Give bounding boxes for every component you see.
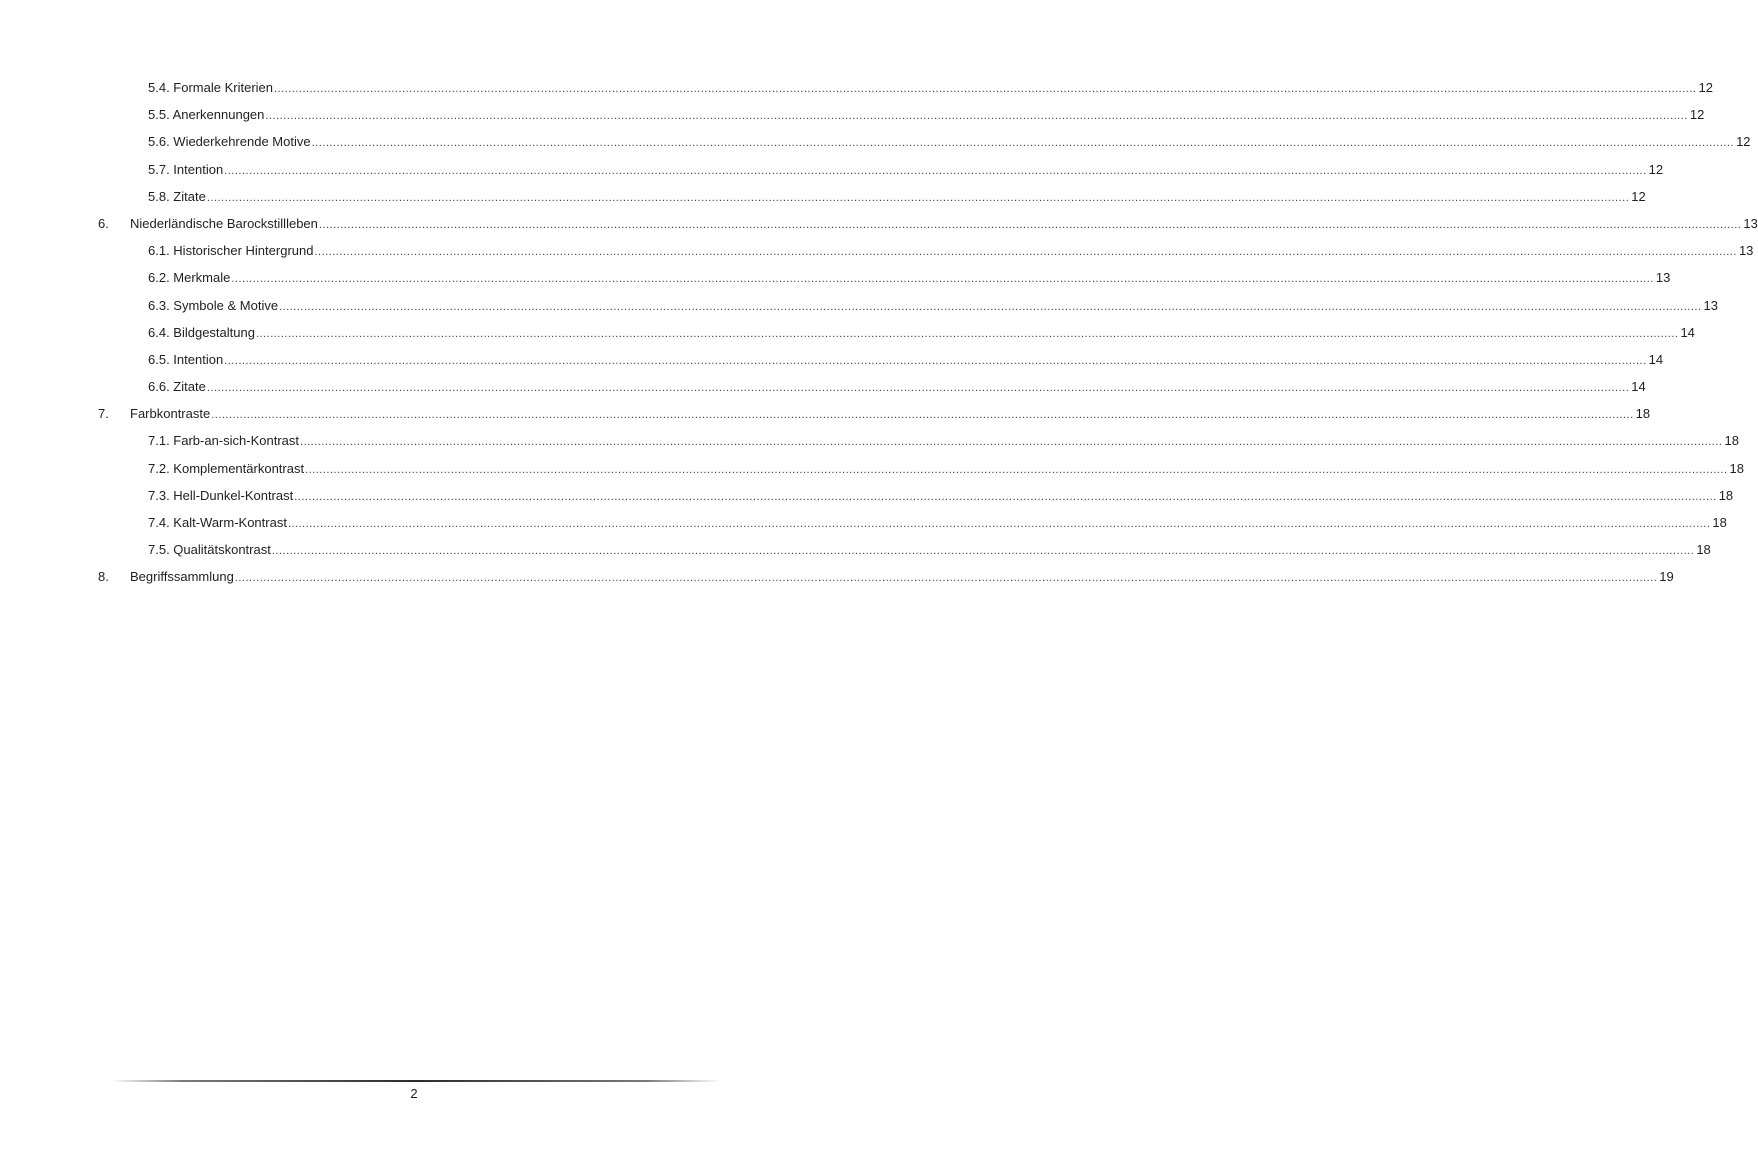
toc-entry-title: 7.3. Hell-Dunkel-Kontrast: [148, 487, 294, 503]
toc-entry[interactable]: [0, 486, 1734, 513]
toc-entry-line: [148, 268, 1671, 289]
toc-entry-page: 12: [1631, 188, 1646, 204]
toc-entry-line: [148, 486, 1734, 507]
toc-entry-title: Begriffssammlung: [130, 569, 234, 585]
toc-entry-page: 14: [1648, 351, 1664, 367]
toc-entry-line: [148, 78, 1713, 99]
toc-entry[interactable]: [0, 431, 1739, 458]
toc-entry-title: 7.5. Qualitätskontrast: [148, 542, 271, 558]
toc-entry-line: [148, 323, 1695, 344]
toc-entry-line: [148, 459, 1745, 480]
toc-entry-page: 13: [1655, 270, 1671, 286]
toc-entry-title: 7.4. Kalt-Warm-Kontrast: [148, 515, 287, 530]
toc-entry-page: 12: [1736, 134, 1751, 150]
toc-entry-line: [148, 105, 1705, 126]
toc-entry[interactable]: [0, 377, 1646, 404]
toc-dot-leader: ................................................................................................................................................................................................................................................................................................................................................................................................................: [224, 354, 1647, 367]
toc-entry-line: [148, 132, 1751, 153]
toc-entry-title: Farbkontraste: [130, 406, 211, 422]
toc-entry-line: [148, 160, 1664, 181]
toc-dot-leader: ................................................................................................................................................................................................................................................................................................................................................................................................................: [206, 382, 1630, 395]
toc-entry[interactable]: [0, 323, 1695, 350]
toc-entry[interactable]: [0, 404, 1651, 431]
toc-entry-number: 7.: [98, 406, 109, 422]
toc-entry-page: 13: [1738, 243, 1754, 259]
toc-dot-leader: ................................................................................................................................................................................................................................................................................................................................................................................................................: [294, 490, 1717, 503]
toc-dot-leader: ................................................................................................................................................................................................................................................................................................................................................................................................................: [287, 518, 1711, 530]
toc-entry-page: 14: [1680, 324, 1695, 340]
toc-entry-title: 6.1. Historischer Hintergrund: [148, 243, 314, 259]
toc-entry[interactable]: [0, 567, 1674, 594]
toc-entry-line: [130, 404, 1651, 425]
toc-entry-line: [148, 296, 1718, 317]
toc-entry-line: [148, 540, 1711, 561]
toc-dot-leader: ................................................................................................................................................................................................................................................................................................................................................................................................................: [305, 463, 1728, 476]
toc-entry[interactable]: [0, 268, 1671, 295]
toc-entry-title: 5.5. Anerkennungen: [148, 107, 265, 123]
toc-entry-line: [148, 377, 1646, 398]
toc-entry-page: 18: [1712, 515, 1727, 530]
toc-dot-leader: ................................................................................................................................................................................................................................................................................................................................................................................................................: [211, 409, 1634, 422]
footer-divider: [110, 1080, 720, 1082]
toc-entry-line: [148, 513, 1727, 534]
toc-entry-title: 7.2. Komplementärkontrast: [148, 460, 305, 476]
toc-entry[interactable]: [0, 160, 1664, 187]
toc-entry-title: 7.1. Farb-an-sich-Kontrast: [148, 433, 300, 449]
toc-entry-page: 12: [1648, 161, 1664, 177]
toc-dot-leader: ................................................................................................................................................................................................................................................................................................................................................................................................................: [300, 436, 1723, 449]
toc-entry-line: [148, 350, 1664, 371]
toc-entry-page: 12: [1689, 107, 1705, 123]
toc-entry-title: 5.6. Wiederkehrende Motive: [148, 134, 311, 150]
toc-entry[interactable]: [0, 350, 1664, 377]
toc-entry-page: 18: [1724, 433, 1739, 449]
toc-entry-title: 6.2. Merkmale: [148, 270, 231, 286]
toc-entry-title: 5.8. Zitate: [148, 188, 206, 204]
toc-entry-title: Niederländische Barockstillleben: [130, 215, 318, 231]
toc-entry[interactable]: [0, 459, 1745, 486]
toc-entry-title: 6.6. Zitate: [148, 379, 206, 395]
toc-entry[interactable]: [0, 132, 1751, 159]
toc-dot-leader: ................................................................................................................................................................................................................................................................................................................................................................................................................: [314, 246, 1737, 259]
toc-entry-page: 13: [1703, 297, 1718, 313]
toc-entry-page: 18: [1718, 487, 1734, 503]
toc-dot-leader: ................................................................................................................................................................................................................................................................................................................................................................................................................: [279, 300, 1702, 313]
toc-entry-page: 13: [1743, 215, 1758, 231]
toc-entry-page: 14: [1631, 379, 1646, 395]
toc-entry-page: 18: [1696, 542, 1711, 558]
toc-entry-line: [130, 214, 1758, 235]
toc-entry[interactable]: [0, 214, 1758, 241]
toc-entry[interactable]: [0, 241, 1754, 268]
toc-entry[interactable]: [0, 296, 1718, 323]
toc-entry-title: 6.5. Intention: [148, 351, 224, 367]
toc-entry[interactable]: [0, 540, 1711, 567]
table-of-contents: [0, 78, 1758, 595]
toc-dot-leader: ................................................................................................................................................................................................................................................................................................................................................................................................................: [274, 83, 1697, 95]
toc-entry[interactable]: [0, 513, 1727, 540]
page-number: 2: [410, 1086, 418, 1101]
toc-dot-leader: ................................................................................................................................................................................................................................................................................................................................................................................................................: [255, 327, 1679, 340]
toc-entry-title: 5.4. Formale Kriterien: [148, 80, 273, 95]
toc-entry-page: 18: [1729, 460, 1745, 476]
toc-entry[interactable]: [0, 187, 1646, 214]
toc-entry-line: [148, 187, 1646, 208]
toc-entry-number: 6.: [98, 215, 109, 231]
toc-dot-leader: ................................................................................................................................................................................................................................................................................................................................................................................................................: [265, 110, 1688, 123]
toc-dot-leader: ................................................................................................................................................................................................................................................................................................................................................................................................................: [234, 572, 1658, 585]
toc-entry-line: [130, 567, 1674, 588]
toc-entry-page: 12: [1698, 80, 1713, 95]
toc-entry-title: 6.3. Symbole & Motive: [148, 297, 279, 313]
toc-dot-leader: ................................................................................................................................................................................................................................................................................................................................................................................................................: [231, 273, 1654, 286]
toc-entry-line: [148, 241, 1754, 262]
toc-dot-leader: ................................................................................................................................................................................................................................................................................................................................................................................................................: [311, 137, 1735, 150]
toc-entry-page: 19: [1659, 569, 1674, 585]
toc-entry-title: 5.7. Intention: [148, 161, 224, 177]
toc-dot-leader: ................................................................................................................................................................................................................................................................................................................................................................................................................: [224, 164, 1647, 177]
toc-entry-line: [148, 431, 1739, 452]
toc-dot-leader: ................................................................................................................................................................................................................................................................................................................................................................................................................: [318, 218, 1742, 231]
toc-entry[interactable]: [0, 105, 1705, 132]
toc-entry-number: 8.: [98, 569, 109, 585]
toc-entry-title: 6.4. Bildgestaltung: [148, 324, 255, 340]
toc-dot-leader: ................................................................................................................................................................................................................................................................................................................................................................................................................: [271, 545, 1695, 558]
toc-entry-page: 18: [1635, 406, 1651, 422]
toc-dot-leader: ................................................................................................................................................................................................................................................................................................................................................................................................................: [206, 191, 1630, 204]
toc-entry[interactable]: [0, 78, 1713, 105]
